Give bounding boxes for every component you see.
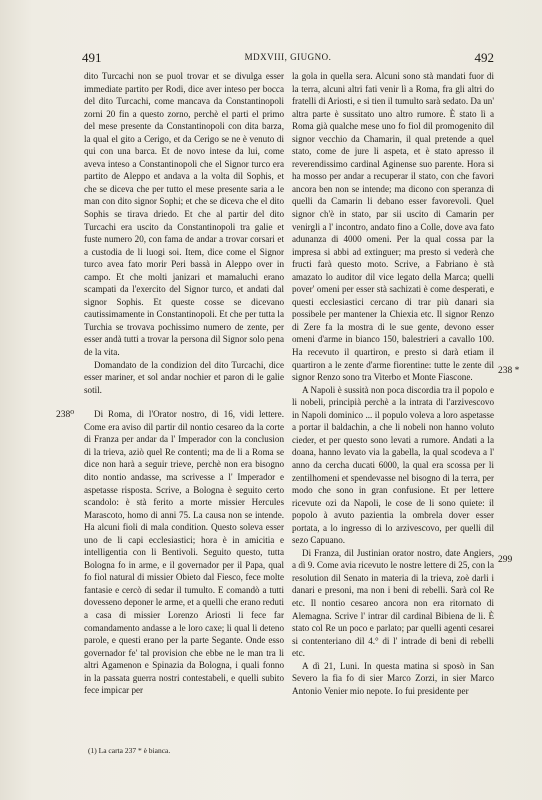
page-number-left: 491 [82, 50, 102, 65]
left-paragraph-1: dito Turcachi non se puol trovar et se divulga esser immediate partito per Rodi, dice aver inteso per bocca del dito Turcachi, come mancava da Constantinopoli zorni 20 fin a questo zorno, perchè el parti el primo del mese presente da Constantinopoli con dita barza, la qual el gito a Cerigo, et da Cerigo se ne è venuto di qui con una barca. Et de novo intese da lui, come aveva inteso a Constantinopoli che el Signor turco era partito de Aleppo et andava a la volta dil Sophis, et che se diceva che per tutto el mese presente saria a le man con dito signor Sophi; et che se diceva che el dito Sophis se tirava driedo. Et che al partir del dito Turcachi era uscito da Constantinopoli tra galie et fuste numero 20, con fama de andar a trovar corsari et a custodia de li luogi soi. Item, dice come el Signor turco avea fato morir Peri bassà in Aleppo over in campo. Et che molti janizari et mamaluchi erano scampati da l'exercito del Signor turco, et andati dal signor Sophis. Et queste cosse se dicevano cautissimamente in Constantinopoli. Et che per tutta la Turchia se trovava pochissimo numero de zente, per esser andà tutti a trovar la persona dil Signor solo pena de la vita. [84, 71, 284, 358]
left-column [84, 70, 284, 697]
right-column [292, 70, 494, 697]
right-paragraph-1: la gola in quella sera. Alcuni sono stà mandati fuor di la terra, alcuni altri fati venir lì a Roma, fra gli altri do fratelli di Ariosti, e si tien il tumulto sarà sedato. Da un' altra parte è sussitato uno altro rumore. È stato lì a Roma già qualche mese uno fo fiol dil promogenito dil signor vecchio da Chamarin, il qual pretende a quel stato, come de jure li aspeta, et è stato apresso il reverendissimo cardinal Aginense suo parente. Hora si ha mosso per andar a recuperar il stato, con che favori ancora ben non se intende; ma dicono con speranza di quelli da Camarin li debano esser favorevoli. Quel signor ch'è in stato, par sii uscito di Camarin per venirgli a l' incontro, andato fino a Colle, dove ava fato adunanza di 4000 omeni. Per la qual cossa par la impresa si abbi ad extinguer; ma presto si vederà che fructi farà questo moto. Scrive, a Fabriano è stà amazato lo auditor dil vice legato della Marca; quelli pover' omeni per esser stà sachizati è come desperati, e questi ecclesiastici cercano di trar più danari sia possibele per mantener la Chiexia etc. Il signor Renzo di Zere fa la mostra di le sue gente, devono esser omeni d'arme in bianco 150, balestrieri a cavallo 100. Ha recevuto il quartiron, e presto si darà etiam il quartiron a le zente d'arme fiorentine: tutte le zente dil signor Renzo sono tra Viterbo et Monte Fiascone. [292, 71, 494, 383]
page-number-right: 492 [474, 50, 494, 65]
footnote: (1) La carta 237 * è bianca. [88, 746, 171, 755]
right-paragraph-4: A dì 21, Luni. In questa matina si sposò in San Severo la fia fo di sier Marco Zorzi, in sier Marco Antonio Venier mio nepote. Io fui presidente per [292, 660, 494, 696]
left-paragraph-3: Di Roma, di l'Orator nostro, di 16, vidi lettere. Come era aviso dil partir dil nontio cesareo da la corte di Franza per andar da l' Imperador con la conclusion di la trieva, aziò quel Re contenti; ma de li a Roma se dice non harà a seguir trieve, perchè non era bisogno dito nontio andasse, ma scrivesse a l' Imperador e aspetasse risposta. Scrive, a Bologna è seguito certo scandolo: è stà ferito a morte missier Hercules Marascoto, homo di anni 75. La causa non se intende. Ha alcuni fioli di mala condition. Questo soleva esser uno de li capi ecclesiastici; hora è in amicitia e intelligentia con li Bentivoli. Seguito questo, tutta Bologna fo in arme, e il governador per il Papa, qual fo fiol natural di missier Obieto dal Fiesco, fece molte fantasie e cercò di sedar il tumulto. E comandò a tutti dovesseno deponer le arme, et a quelli che erano reduti a casa di missier Lorenzo Ariosti li fece far comandamento andasse a le loro caxe; li qual li deteno parole, e questi erano per la parte Segante. Onde esso governador fe' tal provision che ebbe ne le man tra li altri Agamenon e Spinazia da Bologna, i quali fonno in la passata guerra nostri contestabeli, e quelli subito fece impicar per [84, 409, 284, 696]
left-paragraph-2: Domandato de la condizion del dito Turcachi, dice esser mariner, et sol andar nochier et paron di le galie sotil. [84, 359, 284, 395]
page-header [82, 50, 494, 68]
margin-number-right-299: 299 [498, 555, 513, 565]
right-paragraph-3: Di Franza, dil Justinian orator nostro, date Angiers, a dì 9. Come avia ricevuto le nostre lettere di 25, con la resolution dil Senato in materia di la trieva, zoè darli i danari e presoni, ma non i beni di rebelli. Sarà col Re etc. Il nontio cesareo ancora non era ritornato di Alemagna. Scrive l' intrar dil cardinal Bibiena de li. È stato col Re un poco e parlato; par quelli agenti cesarei si contenteriano dil 4.° di l' intrade di beni di rebelli etc. [292, 547, 494, 659]
margin-number-left: 238⁰ [56, 410, 75, 420]
running-title: MDXVIII, GIUGNO. [244, 52, 332, 62]
margin-number-right-238: 238 * [498, 366, 520, 376]
right-paragraph-2: A Napoli è sussità non poca discordia tra il popolo e li nobeli, principià perchè a la intrata di l'arzivescovo in Napoli dominico ... il populo voleva a loro aspetasse a portar il baldachin, a che li nobeli non hanno voluto cieder, et per questo sono levati a rumore. Andati a la doana, hanno levato via la gabella, la qual scodeva a l' anno da cercha ducati 6000, la qual era scossa per li zentilhomeni et spendevasse nel bisogno di la terra, per modo che sono in gran confusione. Et per lettere ricevute ozi da Napoli, le cose de li sono quiete: il popolo à avuto pazientia la ombrela dover esser portata, a lo ingresso di lo arzivescovo, per quelli dil sezo Capuano. [292, 384, 494, 546]
